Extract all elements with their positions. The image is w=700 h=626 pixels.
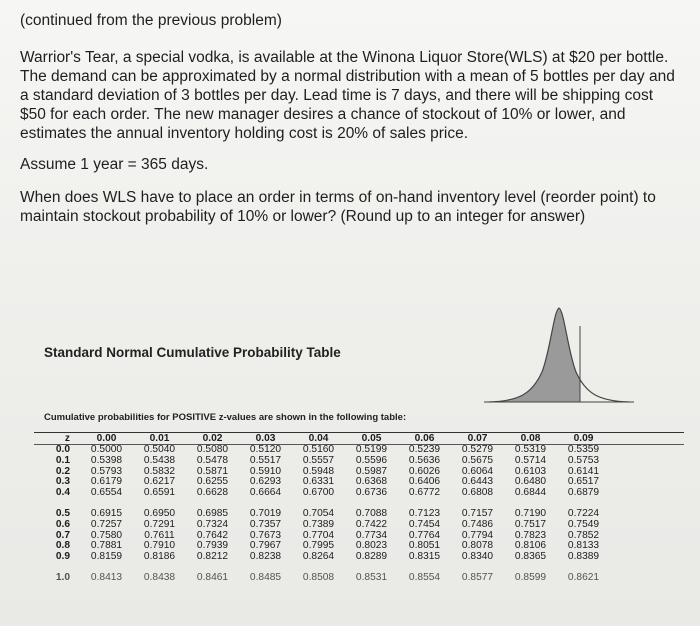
- probability-cell: 0.8078: [461, 540, 494, 552]
- continued-note: (continued from the previous problem): [20, 12, 282, 29]
- probability-cell: 0.6443: [461, 476, 494, 488]
- probability-cell: 0.5279: [461, 444, 494, 455]
- probability-cell: 0.5793: [90, 465, 123, 477]
- table-row-partial: [34, 573, 684, 584]
- probability-cell: 0.5832: [143, 465, 176, 477]
- probability-cell: 0.6517: [567, 476, 600, 488]
- z-value-cell: 0.2: [55, 465, 70, 477]
- probability-cell: 0.8413: [90, 571, 123, 583]
- probability-cell: 0.8133: [567, 540, 600, 552]
- probability-cell: 0.7794: [461, 529, 494, 541]
- probability-cell: 0.5438: [143, 454, 176, 466]
- probability-cell: 0.6217: [143, 476, 176, 488]
- probability-cell: 0.8315: [408, 551, 441, 563]
- question-text: When does WLS have to place an order in terms of on-hand inventory level (reorder point) to maintain stockout probability of 10% or lower? (Round up to an integer for answer): [20, 189, 656, 225]
- z-value-cell: 0.5: [55, 507, 70, 519]
- table-row: [34, 488, 684, 499]
- probability-cell: 0.7389: [302, 518, 335, 530]
- probability-cell: 0.7190: [514, 507, 547, 519]
- probability-cell: 0.7823: [514, 529, 547, 541]
- probability-cell: 0.6844: [514, 487, 547, 499]
- probability-cell: 0.8023: [355, 540, 388, 552]
- z-value-cell: z: [64, 433, 70, 444]
- probability-cell: 0.04: [308, 433, 329, 444]
- probability-cell: 0.7486: [461, 518, 494, 530]
- probability-cell: 0.7454: [408, 518, 441, 530]
- probability-cell: 0.8186: [143, 551, 176, 563]
- probability-cell: 0.7611: [144, 529, 175, 541]
- probability-cell: 0.8621: [567, 571, 600, 583]
- probability-cell: 0.5040: [143, 444, 176, 455]
- probability-cell: 0.6736: [355, 487, 388, 499]
- probability-cell: 0.7517: [514, 518, 547, 530]
- table-row: [34, 456, 684, 467]
- probability-cell: 0.7939: [196, 540, 229, 552]
- probability-cell: 0.08: [520, 433, 541, 444]
- probability-cell: 0.7995: [302, 540, 335, 552]
- probability-cell: 0.5871: [196, 465, 229, 477]
- probability-cell: 0.7852: [567, 529, 600, 541]
- probability-cell: 0.8264: [302, 551, 335, 563]
- probability-cell: 0.5080: [196, 444, 229, 455]
- probability-cell: 0.5753: [567, 454, 600, 466]
- z-value-cell: 0.3: [55, 476, 70, 488]
- probability-cell: 0.7704: [302, 529, 335, 541]
- probability-cell: 0.8389: [567, 551, 600, 563]
- probability-cell: 0.6591: [143, 487, 176, 499]
- z-value-cell: 1.0: [55, 571, 70, 583]
- probability-cell: 0.5517: [249, 454, 282, 466]
- z-value-cell: 0.9: [55, 551, 70, 563]
- probability-cell: 0.8461: [196, 571, 229, 583]
- probability-cell: 0.5120: [249, 444, 282, 455]
- probability-cell: 0.5359: [567, 444, 600, 455]
- probability-cell: 0.7224: [567, 507, 600, 519]
- probability-cell: 0.6700: [302, 487, 335, 499]
- probability-cell: 0.6554: [90, 487, 123, 499]
- probability-cell: 0.5714: [514, 454, 547, 466]
- probability-cell: 0.7123: [408, 507, 441, 519]
- probability-cell: 0.6293: [249, 476, 282, 488]
- probability-cell: 0.5000: [90, 444, 123, 455]
- probability-cell: 0.5478: [196, 454, 229, 466]
- probability-cell: 0.5319: [514, 444, 547, 455]
- probability-cell: 0.5239: [408, 444, 441, 455]
- probability-cell: 0.8340: [461, 551, 494, 563]
- z-value-cell: 0.8: [55, 540, 70, 552]
- probability-cell: 0.6179: [90, 476, 123, 488]
- probability-cell: 0.5675: [461, 454, 494, 466]
- probability-cell: 0.07: [467, 433, 488, 444]
- probability-cell: 0.7357: [249, 518, 282, 530]
- probability-cell: 0.7910: [143, 540, 176, 552]
- probability-cell: 0.6026: [408, 465, 441, 477]
- probability-cell: 0.5910: [249, 465, 282, 477]
- probability-cell: 0.5987: [355, 465, 388, 477]
- probability-cell: 0.8159: [90, 551, 123, 563]
- probability-cell: 0.6664: [249, 487, 282, 499]
- probability-cell: 0.06: [414, 433, 435, 444]
- z-value-cell: 0.4: [55, 487, 70, 499]
- probability-cell: 0.7088: [355, 507, 388, 519]
- probability-cell: 0.5557: [302, 454, 335, 466]
- probability-cell: 0.05: [361, 433, 382, 444]
- probability-cell: 0.8438: [143, 571, 176, 583]
- bell-curve-icon: [484, 292, 634, 410]
- probability-cell: 0.5636: [408, 454, 441, 466]
- z-value-cell: 0.0: [55, 444, 70, 455]
- probability-cell: 0.8289: [355, 551, 388, 563]
- probability-cell: 0.7642: [196, 529, 229, 541]
- table-title: Standard Normal Cumulative Probability Table: [44, 345, 341, 360]
- assumption-text: Assume 1 year = 365 days.: [20, 156, 209, 173]
- probability-cell: 0.6915: [90, 507, 123, 519]
- probability-cell: 0.7257: [90, 518, 123, 530]
- probability-cell: 0.8365: [514, 551, 547, 563]
- probability-cell: 0.7764: [408, 529, 441, 541]
- probability-cell: 0.7019: [249, 507, 282, 519]
- probability-cell: 0.7054: [302, 507, 335, 519]
- z-table: [34, 432, 684, 584]
- probability-cell: 0.8508: [302, 571, 335, 583]
- probability-cell: 0.09: [573, 433, 594, 444]
- problem-text: [20, 12, 680, 226]
- probability-cell: 0.6064: [461, 465, 494, 477]
- probability-cell: 0.8051: [408, 540, 441, 552]
- probability-cell: 0.6808: [461, 487, 494, 499]
- probability-cell: 0.5596: [355, 454, 388, 466]
- probability-cell: 0.00: [96, 433, 117, 444]
- z-value-cell: 0.6: [55, 518, 70, 530]
- probability-cell: 0.7967: [249, 540, 282, 552]
- probability-cell: 0.7580: [90, 529, 123, 541]
- probability-cell: 0.6480: [514, 476, 547, 488]
- table-row: [34, 552, 684, 563]
- probability-cell: 0.6331: [302, 476, 335, 488]
- probability-cell: 0.5199: [355, 444, 388, 455]
- probability-cell: 0.7881: [90, 540, 123, 552]
- probability-cell: 0.8212: [196, 551, 229, 563]
- probability-cell: 0.6772: [408, 487, 441, 499]
- probability-cell: 0.8485: [249, 571, 282, 583]
- probability-cell: 0.6628: [196, 487, 229, 499]
- probability-cell: 0.6985: [196, 507, 229, 519]
- probability-cell: 0.5398: [90, 454, 123, 466]
- probability-cell: 0.7422: [355, 518, 388, 530]
- probability-cell: 0.6141: [567, 465, 600, 477]
- probability-cell: 0.6950: [143, 507, 176, 519]
- probability-cell: 0.7157: [461, 507, 494, 519]
- probability-cell: 0.7549: [567, 518, 600, 530]
- table-row: [34, 520, 684, 531]
- table-caption: Cumulative probabilities for POSITIVE z-values are shown in the following table:: [44, 412, 407, 423]
- probability-cell: 0.8599: [514, 571, 547, 583]
- probability-cell: 0.8106: [514, 540, 547, 552]
- probability-cell: 0.7291: [143, 518, 176, 530]
- probability-cell: 0.6879: [567, 487, 600, 499]
- probability-cell: 0.7324: [196, 518, 229, 530]
- problem-statement: Warrior's Tear, a special vodka, is available at the Winona Liquor Store(WLS) at $20 per bottle. The demand can be approximated by a normal distribution with a mean of 5 bottles per day and a standard deviation of 3 bottles per day. Lead time is 7 days, and there will be shipping cost $50 for each order. The new manager desires a chance of stockout of 10% or lower, and estimates the annual inventory holding cost is 20% of sales price.: [20, 49, 675, 142]
- probability-cell: 0.6255: [196, 476, 229, 488]
- probability-cell: 0.02: [202, 433, 223, 444]
- probability-cell: 0.6368: [355, 476, 388, 488]
- probability-cell: 0.8577: [461, 571, 494, 583]
- probability-cell: 0.01: [149, 433, 170, 444]
- z-value-cell: 0.7: [55, 529, 70, 541]
- probability-cell: 0.8531: [355, 571, 388, 583]
- probability-cell: 0.7673: [249, 529, 282, 541]
- probability-cell: 0.6103: [514, 465, 547, 477]
- z-value-cell: 0.1: [55, 454, 70, 466]
- probability-cell: 0.5948: [302, 465, 335, 477]
- probability-cell: 0.8554: [408, 571, 441, 583]
- probability-cell: 0.7734: [355, 529, 388, 541]
- probability-cell: 0.6406: [408, 476, 441, 488]
- probability-cell: 0.5160: [302, 444, 335, 455]
- probability-cell: 0.8238: [249, 551, 282, 563]
- probability-cell: 0.03: [255, 433, 276, 444]
